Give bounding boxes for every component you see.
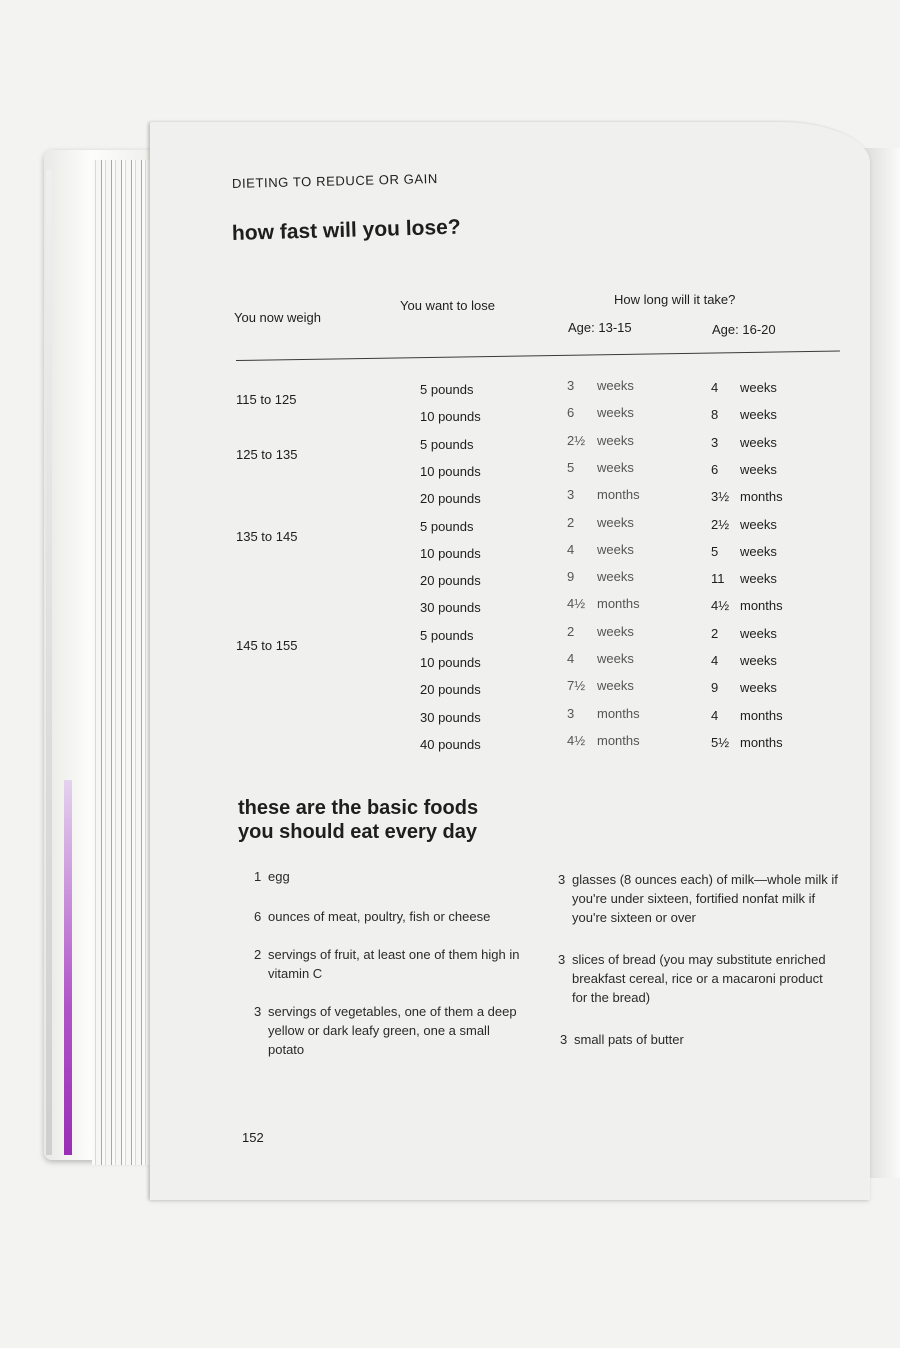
food-text: small pats of butter: [574, 1032, 684, 1047]
age2-amount: 6: [711, 461, 719, 477]
age2-amount: 11: [711, 571, 725, 587]
age2-amount: 5: [711, 543, 719, 559]
age1-unit: months: [597, 705, 640, 721]
foods-heading: [238, 796, 478, 844]
lose-cell: 5 pounds: [420, 518, 474, 534]
age2-amount: 8: [711, 407, 719, 423]
food-text: servings of vegetables, one of them a deep yellow or dark leafy green, one a small potato: [268, 1004, 517, 1057]
age2-amount: 3½: [711, 489, 730, 505]
lose-cell: 10 pounds: [420, 655, 481, 670]
age1-amount: 6: [567, 405, 575, 421]
foods-heading-line2: you should eat every day: [238, 821, 477, 843]
running-head: DIETING TO REDUCE OR GAIN: [231, 170, 439, 191]
table-row: [0, 733, 900, 753]
table-row: [0, 542, 900, 562]
age2-amount: 4½: [711, 598, 730, 614]
lose-cell: 20 pounds: [420, 573, 481, 589]
food-count: 3: [558, 872, 566, 887]
food-item: [558, 870, 840, 927]
lose-cell: 20 pounds: [420, 682, 481, 698]
table-row: [0, 432, 900, 462]
page-title: how fast will you lose?: [231, 215, 461, 245]
lose-cell: 5 pounds: [420, 436, 474, 452]
age1-unit: months: [597, 732, 640, 748]
age1-amount: 9: [567, 569, 575, 585]
food-item: [254, 1002, 524, 1059]
food-text: slices of bread (you may substitute enriched breakfast cereal, rice or a macaroni product for the bread): [572, 952, 826, 1005]
col-header-age1: Age: 13-15: [568, 320, 632, 335]
food-count: 3: [558, 952, 566, 967]
weight-cell: 125 to 135: [236, 446, 298, 462]
age1-amount: 3: [567, 705, 575, 721]
weight-cell: 145 to 155: [236, 637, 298, 653]
age2-amount: 4: [711, 707, 719, 723]
age2-unit: weeks: [740, 516, 777, 532]
table-row: [0, 623, 900, 653]
age2-unit: weeks: [740, 680, 777, 696]
table-row: [0, 706, 900, 726]
lose-cell: 30 pounds: [420, 600, 481, 616]
age2-amount: 9: [711, 680, 719, 696]
food-text: ounces of meat, poultry, fish or cheese: [268, 909, 491, 924]
age2-unit: weeks: [740, 407, 777, 423]
age1-unit: months: [597, 487, 640, 503]
food-count: 6: [254, 909, 262, 924]
weight-cell: 115 to 125: [236, 392, 297, 407]
lose-cell: 10 pounds: [420, 545, 481, 561]
table-row: [0, 596, 900, 616]
food-item: [254, 867, 524, 886]
age1-unit: weeks: [597, 378, 634, 393]
age1-unit: weeks: [597, 405, 634, 421]
food-item: [254, 907, 524, 926]
age1-amount: 5: [567, 459, 575, 475]
table-row: [0, 378, 900, 407]
col-header-time: How long will it take?: [614, 292, 736, 307]
age2-unit: weeks: [740, 434, 777, 450]
age2-unit: months: [740, 489, 783, 505]
age2-amount: 2½: [711, 516, 730, 532]
food-text: servings of fruit, at least one of them high in vitamin C: [268, 947, 520, 981]
col-header-weigh: You now weigh: [234, 310, 321, 325]
age1-amount: 2: [567, 514, 575, 530]
age1-amount: 2½: [567, 432, 586, 448]
food-count: 3: [560, 1032, 568, 1047]
lose-cell: 5 pounds: [420, 627, 474, 643]
age2-unit: months: [740, 707, 783, 723]
age1-unit: weeks: [597, 569, 634, 585]
food-item: [558, 950, 840, 1007]
table-row: [0, 460, 900, 480]
food-count: 2: [254, 947, 262, 962]
age2-unit: weeks: [740, 653, 777, 668]
table-rule: [236, 351, 840, 361]
lose-cell: 5 pounds: [420, 382, 474, 397]
age1-amount: 4½: [567, 596, 586, 612]
col-header-age2: Age: 16-20: [712, 322, 776, 337]
age1-unit: weeks: [597, 514, 634, 530]
table-row: [0, 678, 900, 698]
age1-amount: 4: [567, 651, 575, 666]
age2-amount: 2: [711, 625, 719, 641]
page-number: 152: [242, 1130, 264, 1145]
age1-amount: 7½: [567, 678, 586, 694]
col-header-lose: You want to lose: [400, 298, 495, 313]
food-count: 3: [254, 1004, 262, 1019]
age2-amount: 3: [711, 434, 719, 450]
age1-amount: 2: [567, 623, 575, 639]
lose-cell: 20 pounds: [420, 491, 481, 507]
weight-cell: 135 to 145: [236, 528, 298, 544]
table-row: [0, 569, 900, 589]
food-text: glasses (8 ounces each) of milk—whole milk if you're under sixteen, fortified nonfat milk if you're sixteen or over: [572, 872, 838, 925]
age1-unit: months: [597, 596, 640, 612]
age1-amount: 3: [567, 378, 575, 393]
age1-unit: weeks: [597, 541, 634, 557]
age2-unit: months: [740, 734, 783, 750]
age2-amount: 5½: [711, 734, 730, 750]
food-item: [560, 1030, 842, 1049]
table-row: [0, 487, 900, 507]
table-row: [0, 651, 900, 671]
food-text: egg: [268, 869, 290, 884]
age1-unit: weeks: [597, 459, 634, 475]
age1-amount: 4½: [567, 732, 586, 748]
age2-unit: weeks: [740, 571, 777, 587]
age1-amount: 4: [567, 541, 575, 557]
lose-cell: 10 pounds: [420, 409, 481, 425]
lose-cell: 30 pounds: [420, 709, 481, 725]
age1-unit: weeks: [597, 678, 634, 694]
lose-cell: 10 pounds: [420, 463, 481, 479]
age2-unit: weeks: [740, 380, 777, 395]
age1-unit: weeks: [597, 623, 634, 639]
age2-amount: 4: [711, 653, 719, 668]
age2-amount: 4: [711, 380, 719, 395]
age2-unit: weeks: [740, 461, 777, 477]
table-row: [0, 514, 900, 544]
age2-unit: months: [740, 598, 783, 614]
food-count: 1: [254, 869, 262, 884]
age2-unit: weeks: [740, 625, 777, 641]
table-row: [0, 405, 900, 425]
age1-unit: weeks: [597, 432, 634, 448]
lose-cell: 40 pounds: [420, 736, 481, 752]
age2-unit: weeks: [740, 543, 777, 559]
age1-amount: 3: [567, 487, 575, 503]
foods-heading-line1: these are the basic foods: [238, 797, 479, 819]
age1-unit: weeks: [597, 651, 634, 666]
food-item: [254, 945, 524, 983]
